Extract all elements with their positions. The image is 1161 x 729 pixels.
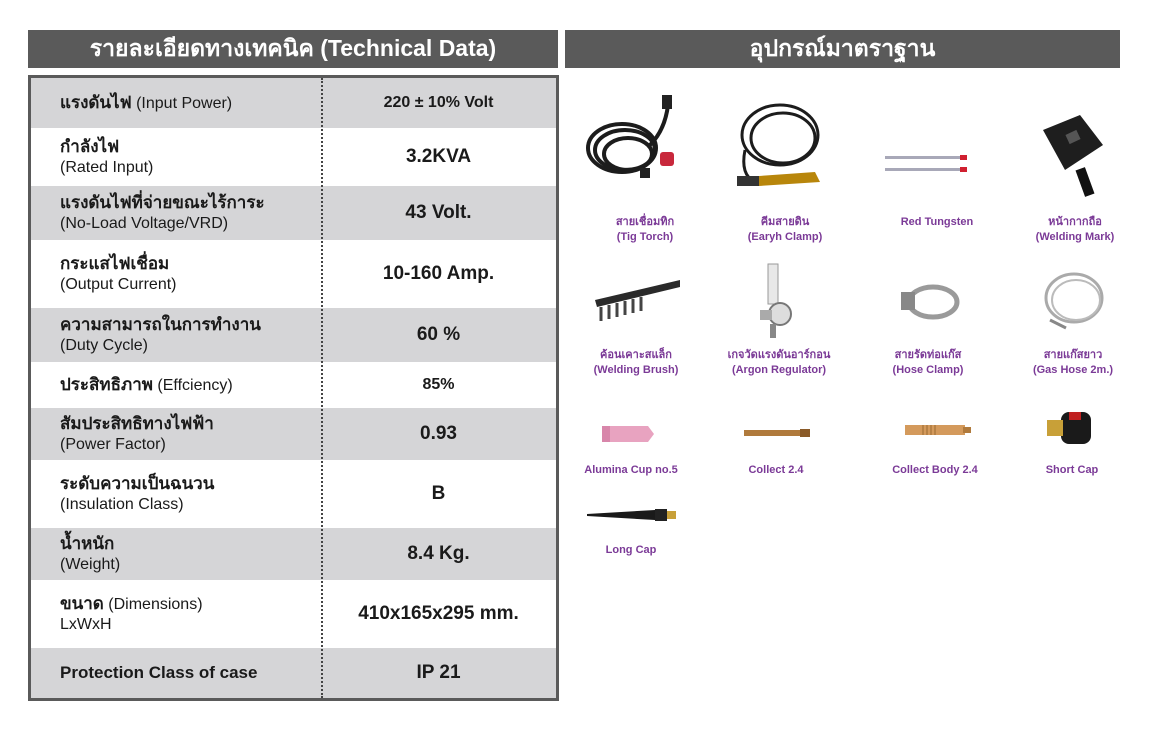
spec-row-efficiency xyxy=(31,362,556,408)
accessory-caption: ค้อนเคาะสแล็ก (Welding Brush) xyxy=(593,349,679,376)
spec-value: B xyxy=(431,483,446,504)
spec-row-no-load-voltage xyxy=(31,186,556,240)
column-divider xyxy=(321,78,323,698)
spec-label-th: Protection Class of case xyxy=(60,662,258,682)
spec-row-input-power xyxy=(31,78,556,128)
collet-body-icon xyxy=(903,422,973,438)
spec-value: 410x165x295 mm. xyxy=(358,603,519,624)
spec-label-th: ประสิทธิภาพ xyxy=(60,374,153,394)
spec-label-th: สัมประสิทธิทางไฟฟ้า xyxy=(60,414,214,434)
spec-label-en: (Insulation Class) xyxy=(60,495,184,513)
accessory-caption: Collect 2.4 xyxy=(748,464,804,476)
accessory-caption: สายแก๊สยาว (Gas Hose 2m.) xyxy=(1032,349,1114,376)
accessory-caption: Red Tungsten xyxy=(900,216,974,228)
spec-value: 43 Volt. xyxy=(405,202,472,223)
accessory-caption: สายเชื่อมทิก (Tig Torch) xyxy=(615,216,675,243)
spec-row-rated-input xyxy=(31,128,556,186)
spec-row-output-current xyxy=(31,240,556,308)
spec-label-en2: LxWxH xyxy=(60,615,112,633)
tig-torch-icon xyxy=(580,90,690,200)
spec-row-dimensions xyxy=(31,580,556,648)
spec-label-en: (Input Power) xyxy=(136,94,233,112)
collet-icon xyxy=(742,427,812,439)
argon-regulator-icon xyxy=(750,262,800,340)
accessory-caption: Collect Body 2.4 xyxy=(892,464,978,476)
spec-label-en: (No-Load Voltage/VRD) xyxy=(60,214,229,232)
accessory-caption: สายรัดท่อแก๊ส (Hose Clamp) xyxy=(892,349,964,376)
spec-value: 220 ± 10% Volt xyxy=(383,94,494,111)
accessory-caption: Short Cap xyxy=(1045,464,1099,476)
earth-clamp-icon xyxy=(725,90,845,200)
spec-value: 10-160 Amp. xyxy=(382,263,495,284)
accessory-caption: หน้ากากถือ (Welding Mark) xyxy=(1035,216,1115,243)
spec-label-th: ความสามารถในการทำงาน xyxy=(60,315,261,335)
spec-value: 0.93 xyxy=(420,423,457,444)
welding-mask-icon xyxy=(1035,110,1110,200)
spec-row-power-factor xyxy=(31,408,556,460)
spec-value: 85% xyxy=(422,376,455,393)
spec-row-insulation-class xyxy=(31,460,556,528)
spec-label-en: (Effciency) xyxy=(157,376,233,394)
short-cap-icon xyxy=(1043,408,1095,448)
hose-clamp-icon xyxy=(893,280,963,325)
alumina-cup-icon xyxy=(600,422,656,446)
spec-row-weight xyxy=(31,528,556,580)
spec-row-duty-cycle xyxy=(31,308,556,362)
accessory-caption: Alumina Cup no.5 xyxy=(584,464,678,476)
spec-label-th: แรงดันไฟ xyxy=(60,92,132,112)
gas-hose-icon xyxy=(1040,268,1110,333)
spec-value: 3.2KVA xyxy=(405,146,472,167)
accessory-caption: เกจวัดแรงดันอาร์กอน (Argon Regulator) xyxy=(727,349,831,376)
accessory-caption: Long Cap xyxy=(605,544,657,556)
spec-value: 60 % xyxy=(416,324,461,345)
spec-label-th: น้ำหนัก xyxy=(60,534,115,554)
spec-label-th: แรงดันไฟที่จ่ายขณะไร้การะ xyxy=(60,193,265,213)
welding-brush-icon xyxy=(585,275,685,335)
spec-row-protection-class xyxy=(31,648,556,698)
accessory-caption: คีมสายดิน (Earyh Clamp) xyxy=(747,216,823,243)
standard-accessories-header: อุปกรณ์มาตราฐาน xyxy=(565,30,1120,68)
spec-label-en: (Dimensions) xyxy=(108,596,203,614)
spec-value: 8.4 Kg. xyxy=(407,543,470,564)
technical-data-table xyxy=(28,75,559,701)
spec-label-en: (Power Factor) xyxy=(60,435,166,453)
technical-data-header: รายละเอียดทางเทคนิค (Technical Data) xyxy=(28,30,558,68)
spec-label-th: ขนาด xyxy=(60,594,104,614)
spec-value: IP 21 xyxy=(416,662,461,683)
spec-label-en: (Rated Input) xyxy=(60,158,154,176)
red-tungsten-icon xyxy=(880,150,980,180)
spec-label-en: (Duty Cycle) xyxy=(60,336,149,354)
spec-label-th: กระแสไฟเชื่อม xyxy=(60,254,170,274)
long-cap-icon xyxy=(585,504,680,526)
spec-label-th: ระดับความเป็นฉนวน xyxy=(60,474,215,494)
spec-label-en: (Output Current) xyxy=(60,275,177,293)
spec-label-en: (Weight) xyxy=(60,555,121,573)
spec-label-th: กำลังไฟ xyxy=(60,137,120,157)
